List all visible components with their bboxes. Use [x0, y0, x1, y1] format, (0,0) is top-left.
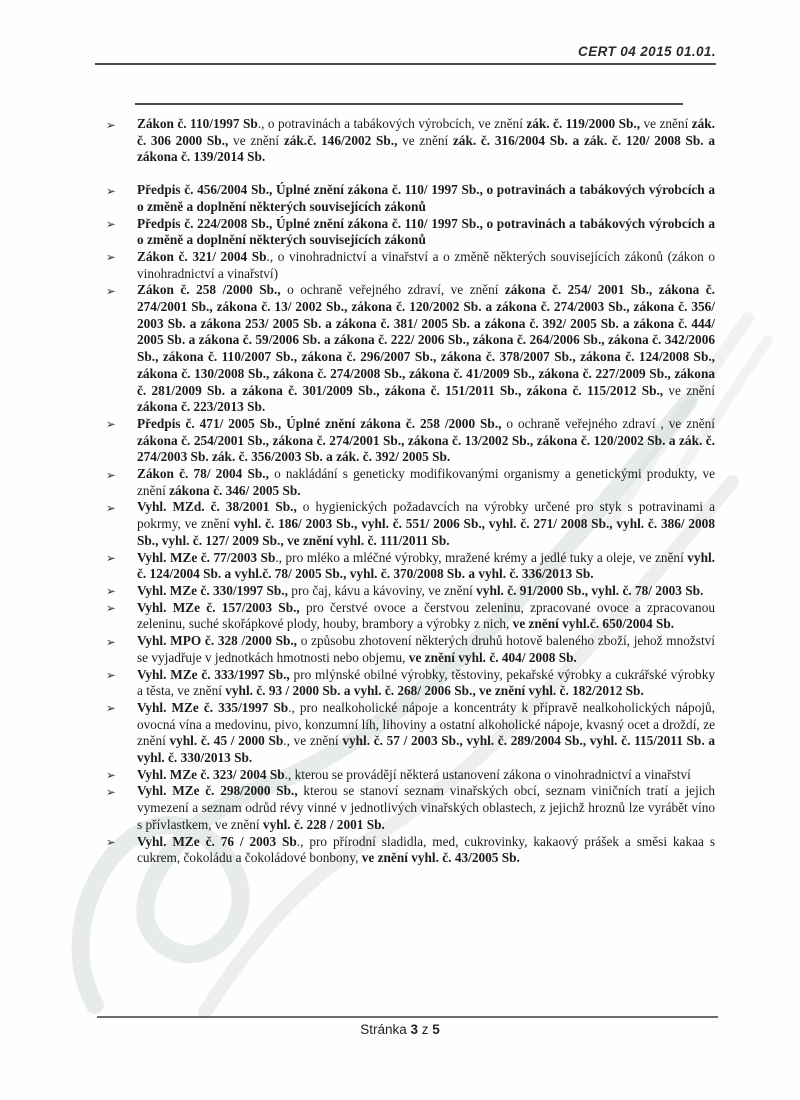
- arrow-bullet-icon: ➢: [106, 634, 116, 649]
- text-segment: pro čaj, kávu a kávoviny, ve znění: [287, 582, 477, 598]
- text-segment: zákona č. 254/ 2001 Sb., zákona č. 274/2001 Sb., zákona č. 13/ 2002 Sb., zákona č. 120/2002 Sb. a zákona č. 274/2003 Sb., zákona č. 356/ 2003 Sb. a zákona 253/ 2005 Sb. a zákona č. 381/ 2005 Sb. a zákona č. 392/ 2005 Sb. a zákona č. 444/ 2005 Sb. a zákona č. 59/2006 Sb. a zákona č. 222/ 2006 Sb., zákona č. 264/2006 Sb., zákona č. 342/2006 Sb., zákona č. 110/2007 Sb., zákona č. 296/2007 Sb., zákona č. 378/2007 Sb., zákona č. 124/2008 Sb., zákona č. 130/2008 Sb., zákona č. 274/2008 Sb., zákona č. 41/2009 Sb., zákona č. 227/2009 Sb., zákona č. 281/2009 Sb. a zákona č. 301/2009 Sb., zákona č. 151/2011 Sb., zákona č. 115/2012 Sb.,: [137, 282, 716, 398]
- arrow-bullet-icon: ➢: [106, 768, 116, 783]
- text-segment: Vyhl. MZe č. 330/1997 Sb.,: [137, 582, 288, 598]
- list-item: [103, 182, 715, 215]
- text-segment: pro čerstvé ovoce a čerstvou zeleninu, zpracované ovoce a zpracovanou zeleninu, suché skořápkové plody, houby, brambory a výrobky z nich,: [137, 599, 715, 632]
- list-item: [103, 282, 715, 416]
- item-text: [137, 667, 715, 699]
- text-segment: zákona č. 254/2001 Sb., zákona č. 274/2001 Sb., zákona č. 13/2002 Sb., zákona č. 120/2002 Sb. a zák. č. 274/2003 Sb. zák. č. 356/2003 Sb. a zák. č. 392/ 2005 Sb.: [137, 432, 715, 465]
- text-segment: ., o vinohradnictví a vinařství a o změně některých souvisejících zákonů (zákon o vinohradnictví a vinařství): [137, 248, 715, 281]
- arrow-bullet-icon: ➢: [106, 835, 116, 850]
- document-code-header: CERT 04 2015 01.01.: [578, 44, 716, 59]
- arrow-bullet-icon: ➢: [106, 250, 116, 265]
- text-segment: Zákon č. 78/ 2004 Sb.,: [137, 466, 269, 482]
- text-segment: ., kterou se provádějí některá ustanovení zákona o vinohradnictví a vinařství: [284, 766, 691, 782]
- section-rule: [135, 103, 683, 105]
- text-segment: Vyhl. MZe č. 333/1997 Sb.,: [137, 666, 290, 682]
- item-text: [137, 583, 703, 598]
- text-segment: Vyhl. MZe č. 76 / 2003 Sb: [137, 833, 297, 849]
- text-segment: Vyhl. MZe č. 157/2003 Sb.,: [137, 599, 300, 615]
- text-segment: Vyhl. MZd. č. 38/2001 Sb.,: [137, 499, 297, 515]
- text-segment: Vyhl. MZe č. 77/2003 Sb: [137, 549, 276, 565]
- text-segment: zák. č. 306 2000 Sb.,: [137, 116, 715, 148]
- arrow-bullet-icon: ➢: [106, 117, 116, 132]
- text-segment: ., pro přírodní sladidla, med, cukrovinky, kakaový prášek a směsi kakaa s cukrem, čokoládu a čokoládové bonbony,: [137, 833, 715, 866]
- text-segment: Vyhl. MZe č. 323/ 2004 Sb: [137, 766, 285, 782]
- text-segment: vyhl. č. 124/2004 Sb. a vyhl.č. 78/ 2005 Sb., vyhl. č. 370/2008 Sb. a vyhl. č. 336/2013 Sb.: [137, 549, 715, 582]
- list-item: [103, 550, 715, 583]
- text-segment: zák.č. 146/2002 Sb.,: [283, 132, 398, 148]
- arrow-bullet-icon: ➢: [106, 784, 116, 799]
- item-text: [137, 633, 715, 665]
- list-item: [103, 633, 715, 666]
- text-segment: Předpis č. 471/ 2005 Sb., Úplné znění zákona č. 258 /2000 Sb.,: [137, 415, 502, 431]
- text-segment: ., pro mléko a mléčné výrobky, mražené krémy a jedlé tuky a oleje, ve znění: [275, 549, 688, 565]
- text-segment: Zákon č. 258 /2000 Sb.,: [137, 282, 281, 298]
- list-item: [103, 116, 715, 166]
- text-segment: ., pro nealkoholické nápoje a koncentráty k přípravě nealkoholických nápojů, ovocná vína a medovinu, pivo, konzumní líh, lihoviny a ostatní alkoholické nápoje, kvasný ocet a droždí, ze znění: [137, 699, 716, 749]
- item-text: [137, 116, 715, 164]
- text-segment: Vyhl. MZe č. 335/1997 Sb: [137, 699, 289, 715]
- item-text: [137, 834, 715, 866]
- text-segment: Stránka: [360, 1022, 411, 1037]
- text-segment: ve znění: [228, 132, 284, 148]
- text-segment: zák. č. 316/2004 Sb. a zák. č. 120/ 2008 Sb. a zákona č. 139/2014 Sb.: [137, 132, 715, 165]
- item-text: [137, 700, 715, 765]
- item-text: [137, 216, 715, 248]
- text-segment: Předpis č. 456/2004 Sb., Úplné znění zákona č. 110/ 1997 Sb., o potravinách a tabákových výrobcích a o změně a doplnění některých souvisejících zákonů: [137, 182, 715, 214]
- list-item: [103, 216, 715, 249]
- text-segment: ve znění vyhl. č. 43/2005 Sb.: [361, 850, 520, 866]
- text-segment: Vyhl. MZe č. 298/2000 Sb.,: [137, 783, 298, 799]
- text-segment: ., o potravinách a tabákových výrobcích, ve znění: [257, 116, 527, 131]
- list-item: [103, 700, 715, 767]
- text-segment: ve znění vyhl.č. 650/2004 Sb.: [512, 616, 675, 632]
- text-segment: ve znění: [640, 116, 692, 131]
- text-segment: Zákon č. 321/ 2004 Sb: [137, 248, 267, 264]
- item-text: [137, 600, 715, 632]
- item-text: [137, 499, 715, 547]
- text-segment: o hygienických požadavcích na výrobky určené pro styk s potravinami a pokrmy, ve znění: [137, 499, 715, 532]
- text-segment: vyhl. č. 57 / 2003 Sb., vyhl. č. 289/2004 Sb., vyhl. č. 115/2011 Sb. a vyhl. č. 330/2013 Sb.: [137, 733, 715, 766]
- list-item: [103, 466, 715, 499]
- page-number: [60, 1022, 740, 1037]
- list-item: [103, 600, 715, 633]
- item-text: [137, 282, 715, 414]
- list-item: [103, 667, 715, 700]
- arrow-bullet-icon: ➢: [106, 701, 116, 716]
- regulation-list: [103, 116, 715, 867]
- item-text: [137, 249, 715, 281]
- text-segment: pro mlýnské obilné výrobky, těstoviny, pekařské výrobky a cukrářské výrobky a těsta, ve znění: [137, 666, 715, 699]
- item-text: [137, 783, 715, 831]
- item-text: [137, 767, 691, 782]
- text-segment: zák. č. 119/2000 Sb.,: [526, 116, 641, 131]
- arrow-bullet-icon: ➢: [106, 668, 116, 682]
- arrow-bullet-icon: ➢: [106, 584, 116, 599]
- arrow-bullet-icon: ➢: [106, 183, 116, 198]
- text-segment: z: [418, 1022, 433, 1037]
- list-item: [103, 767, 715, 784]
- list-item: [103, 583, 715, 600]
- item-text: [137, 466, 715, 498]
- list-item: [103, 499, 715, 549]
- list-item: [103, 783, 715, 833]
- text-segment: zákona č. 346/ 2005 Sb.: [169, 482, 301, 498]
- text-segment: ve znění vyhl. č. 404/ 2008 Sb.: [408, 649, 577, 665]
- item-text: [137, 416, 715, 464]
- arrow-bullet-icon: ➢: [106, 601, 116, 616]
- item-text: [137, 550, 715, 582]
- arrow-bullet-icon: ➢: [106, 551, 116, 566]
- text-segment: zákona č. 223/2013 Sb.: [137, 399, 266, 415]
- text-segment: o způsobu zhotovení některých druhů hotově baleného zboží, jehož množství se vyjadřuje v jednotkách hmotnosti nebo objemu,: [137, 633, 716, 665]
- text-segment: kterou se stanoví seznam vinařských obcí, seznam viničních tratí a jejich vymezení a seznam odrůd révy vinné v jednotlivých vinařských oblastech, z jejichž hroznů lze vyrábět víno s přívlastkem, ve znění: [137, 783, 716, 832]
- text-segment: Vyhl. MPO č. 328 /2000 Sb.,: [137, 633, 298, 649]
- arrow-bullet-icon: ➢: [106, 500, 116, 515]
- item-text: [137, 182, 715, 214]
- text-segment: o nakládání s geneticky modifikovanými organismy a genetickými produkty, ve znění: [137, 466, 716, 498]
- text-segment: ve znění: [397, 132, 453, 148]
- text-segment: o ochraně veřejného zdraví , ve znění: [501, 415, 715, 431]
- list-item: [103, 416, 715, 466]
- text-segment: vyhl. č. 93 / 2000 Sb. a vyhl. č. 268/ 2006 Sb., ve znění vyhl. č. 182/2012 Sb.: [225, 683, 644, 699]
- text-segment: o ochraně veřejného zdraví, ve znění: [280, 282, 505, 298]
- text-segment: ., ve znění: [283, 733, 343, 749]
- text-segment: vyhl. č. 91/2000 Sb., vyhl. č. 78/ 2003 Sb.: [476, 582, 704, 598]
- list-item: [103, 249, 715, 282]
- text-segment: vyhl. č. 228 / 2001 Sb.: [262, 816, 385, 832]
- footer-rule: [97, 1016, 718, 1018]
- text-segment: Předpis č. 224/2008 Sb., Úplné znění zákona č. 110/ 1997 Sb., o potravinách a tabákových výrobcích a o změně a doplnění některých souvisejících zákonů: [137, 215, 715, 248]
- arrow-bullet-icon: ➢: [106, 417, 116, 432]
- header-rule: [95, 63, 716, 65]
- text-segment: 5: [432, 1022, 440, 1037]
- text-segment: ve znění: [663, 382, 715, 398]
- list-item: [103, 834, 715, 867]
- text-segment: Zákon č. 110/1997 Sb: [137, 116, 258, 131]
- text-segment: vyhl. č. 186/ 2003 Sb., vyhl. č. 551/ 2006 Sb., vyhl. č. 271/ 2008 Sb., vyhl. č. 386/ 2008 Sb., vyhl. č. 127/ 2009 Sb., ve znění vyhl. č. 111/2011 Sb.: [137, 516, 715, 548]
- text-segment: 3: [410, 1022, 418, 1037]
- arrow-bullet-icon: ➢: [106, 283, 116, 298]
- text-segment: vyhl. č. 45 / 2000 Sb: [169, 733, 284, 749]
- arrow-bullet-icon: ➢: [106, 467, 116, 482]
- arrow-bullet-icon: ➢: [106, 217, 116, 232]
